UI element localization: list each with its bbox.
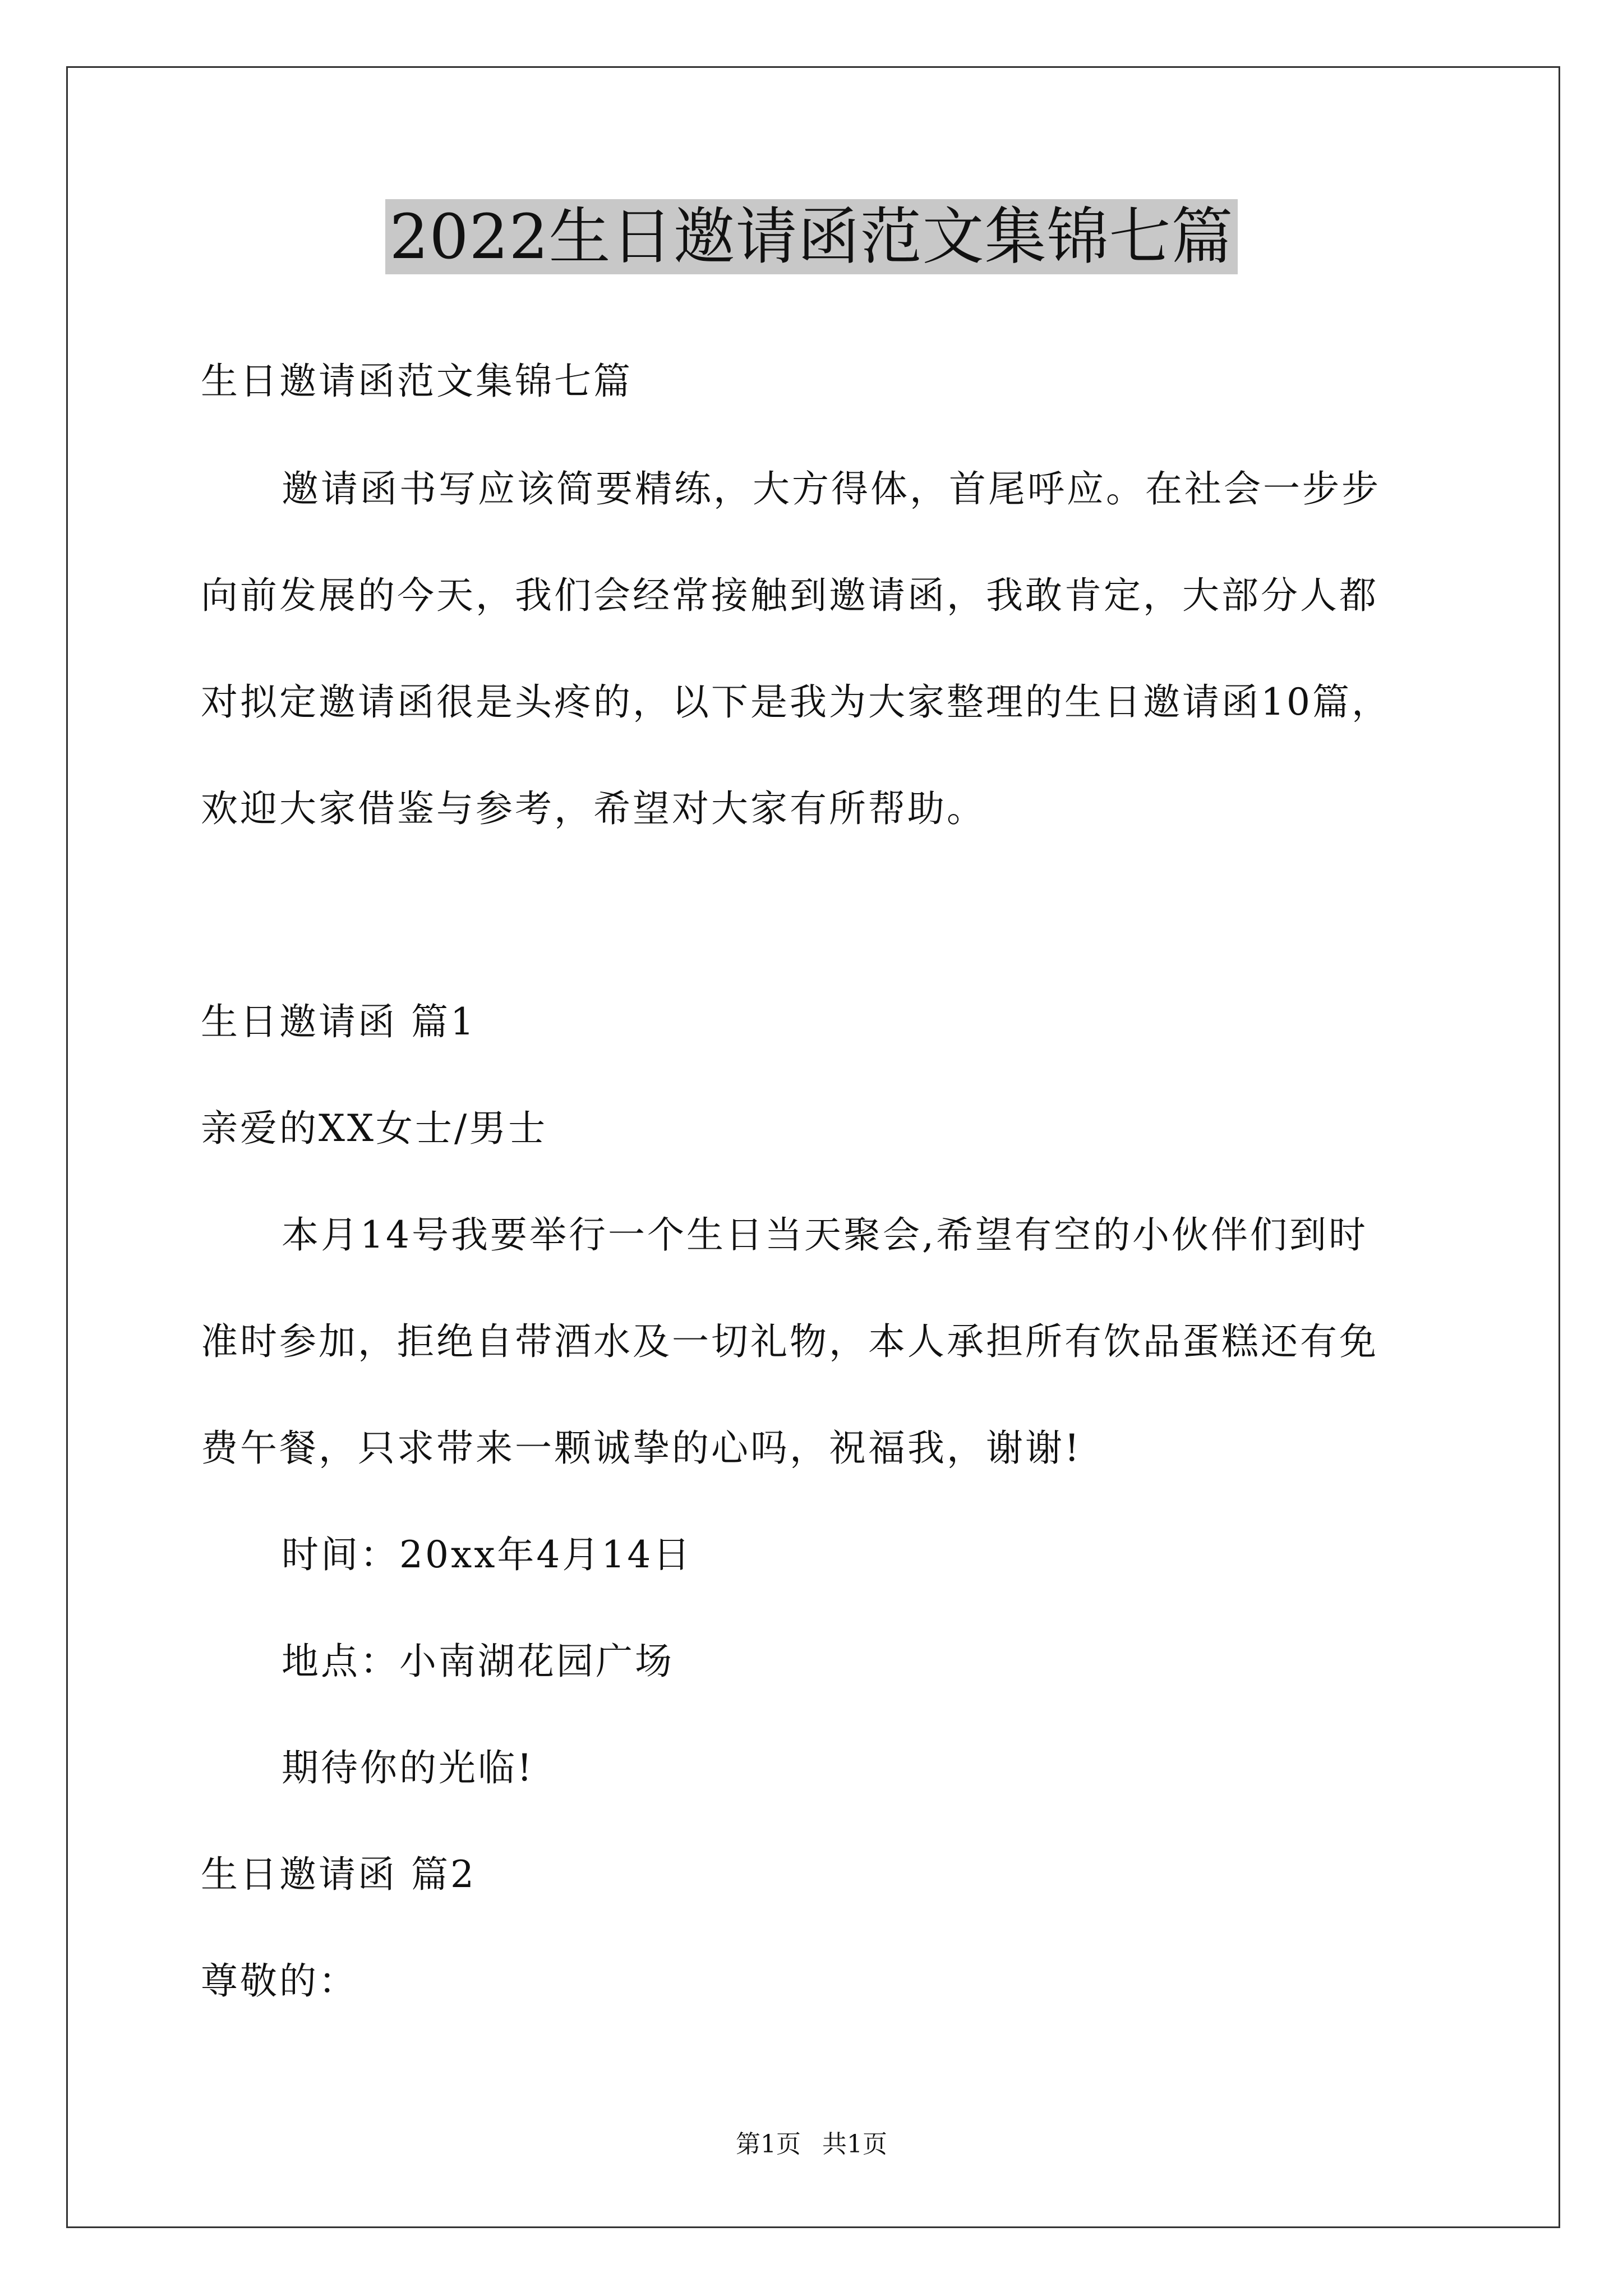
page-number-total: 共1页 — [822, 2130, 887, 2159]
closing-line: 期待你的光临! — [282, 1746, 534, 1789]
salutation-line: 尊敬的： — [201, 1959, 358, 2003]
paragraph-line: 向前发展的今天，我们会经常接触到邀请函，我敢肯定，大部分人都 — [201, 574, 1378, 617]
subtitle-line: 生日邀请函范文集锦七篇 — [201, 360, 633, 403]
paragraph-line: 欢迎大家借鉴与参考，希望对大家有所帮助。 — [201, 787, 986, 830]
location-line: 地点：小南湖花园广场 — [282, 1640, 674, 1683]
section-heading: 生日邀请函 篇2 — [201, 1853, 476, 1896]
paragraph-line: 对拟定邀请函很是头疼的，以下是我为大家整理的生日邀请函10篇， — [201, 680, 1391, 724]
page-footer — [0, 2129, 1623, 2160]
salutation-line: 亲爱的XX女士/男士 — [201, 1107, 548, 1150]
paragraph-line: 邀请函书写应该简要精练，大方得体，首尾呼应。在社会一步步 — [282, 467, 1381, 510]
title-container — [0, 199, 1623, 274]
paragraph-line: 准时参加，拒绝自带酒水及一切礼物，本人承担所有饮品蛋糕还有免 — [201, 1320, 1378, 1363]
paragraph-line: 费午餐，只求带来一颗诚挚的心吗，祝福我，谢谢! — [201, 1427, 1082, 1470]
paragraph-line: 本月14号我要举行一个生日当天聚会,希望有空的小伙伴们到时 — [282, 1213, 1368, 1257]
document-title: 2022生日邀请函范文集锦七篇 — [385, 199, 1238, 274]
page-number-current: 第1页 — [736, 2130, 801, 2159]
time-line: 时间：20xx年4月14日 — [282, 1533, 693, 1576]
section-heading: 生日邀请函 篇1 — [201, 1000, 476, 1043]
